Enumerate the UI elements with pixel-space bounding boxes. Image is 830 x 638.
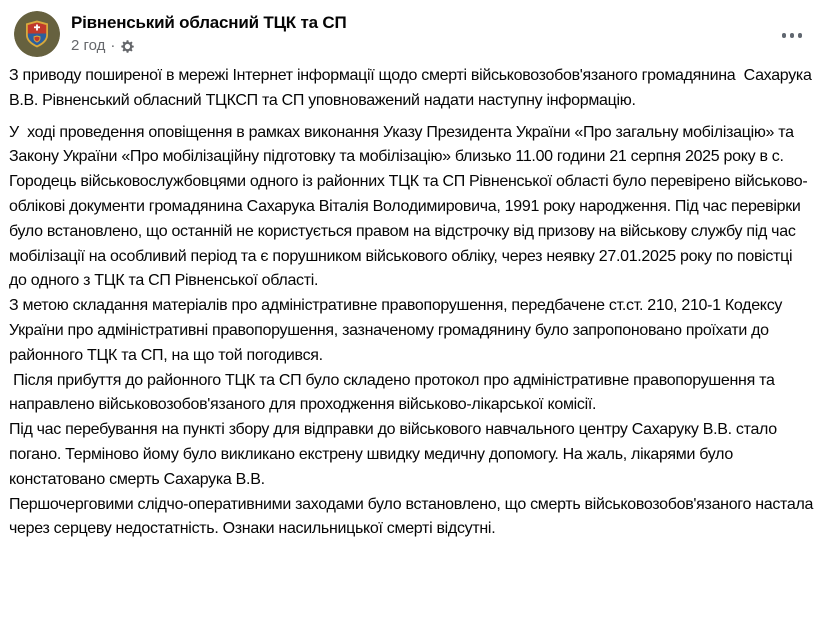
ellipsis-icon	[790, 33, 795, 38]
military-emblem-icon	[14, 11, 60, 57]
post-options-button[interactable]	[776, 27, 809, 44]
post-text	[0, 59, 830, 542]
page-avatar[interactable]	[14, 11, 60, 57]
post-paragraph: З метою складання матеріалів про адміністративне правопорушення, передбачене ст.ст. 210, 210-1 Кодексу України про адміністративні правопорушення, зазначеному громадянину було запропоновано проїхати до районного ТЦК та СП, на що той погодився.	[9, 297, 787, 364]
post-header	[0, 0, 830, 59]
post-meta	[71, 37, 347, 55]
post-paragraph: Після прибуття до районного ТЦК та СП було складено протокол про адміністративне правопорушення та направлено військовозобов'язаного для проходження військово-лікарської комісії.	[9, 371, 779, 414]
ellipsis-icon	[782, 33, 787, 38]
post-paragraph: З приводу поширеної в мережі Інтернет інформації щодо смерті військовозобов'язаного громадянина Сахарука В.В. Рівненський обласний ТЦКСП та СП уповноважений надати наступну інформацію.	[9, 67, 816, 109]
post-paragraph: Під час перебування на пункті збору для відправки до військового навчального центру Сахаруку В.В. стало погано. Терміново йому було викликано екстрену швидку медичну допомогу. На жаль, лікарями було констатовано смерть Сахарука В.В.	[9, 421, 782, 488]
post-paragraph: Першочерговими слідчо-оперативними заходами було встановлено, що смерть військовозобов'язаного настала через серцеву недостатність. Ознаки насильницької смерті відсутні.	[9, 495, 818, 538]
meta-separator: ·	[110, 37, 116, 54]
ellipsis-icon	[798, 33, 803, 38]
header-info	[71, 11, 347, 55]
privacy-gear-icon	[120, 39, 135, 54]
post-paragraph: У ході проведення оповіщення в рамках виконання Указу Президента України «Про загальну мобілізацію» та Закону України «Про мобілізаційну підготовку та мобілізацію» близько 11.00 години 21 серпня 2025 року в с. Городець військовослужбовцями одного із районних ТЦК та СП Рівненської області було перевірено військово-облікові документи громадянина Сахарука Віталія Володимировича, 1991 року народження. Під час перевірки було встановлено, що останній не користується правом на відстрочку від призову на військову службу під час мобілізації на особливий період та є порушником військового обліку, через неявку 27.01.2025 року по повістці до одного з ТЦК та СП Рівненської області.	[9, 123, 808, 290]
page-name-link[interactable]: Рівненський обласний ТЦК та СП	[71, 13, 347, 32]
post-timestamp[interactable]: 2 год	[71, 37, 106, 54]
